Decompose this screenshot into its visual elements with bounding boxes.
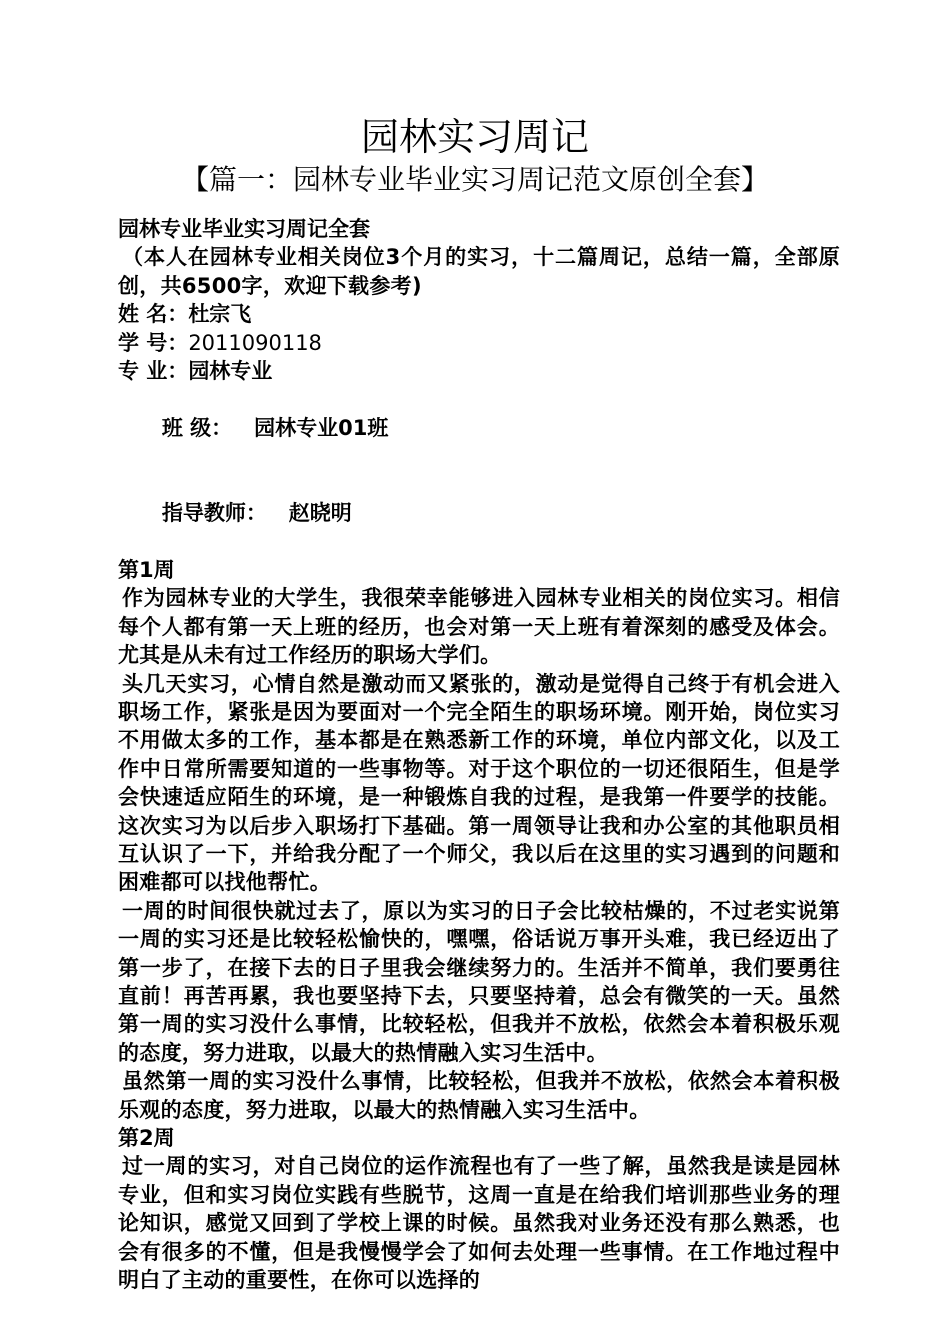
info-label: 班 级： xyxy=(161,415,233,440)
info-value: 杜宗飞 xyxy=(188,302,252,327)
info-advisor xyxy=(118,471,840,556)
week-1-paragraph: 一周的时间很快就过去了，原以为实习的日子会比较枯燥的，不过老实说第一周的实习还是比较轻松愉快的，嘿嘿，俗话说万事开头难，我已经迈出了第一步了，在接下去的日子里我会继续努力的。生活并不简单，我们要勇往直前！再苦再累，我也要坚持下去，只要坚持着，总会有微笑的一天。虽然第一周的实习没什么事情，比较轻松，但我并不放松，依然会本着积极乐观的态度，努力进取，以最大的热情融入实习生活中。 xyxy=(118,898,840,1065)
info-class xyxy=(118,385,840,470)
section-heading: 园林专业毕业实习周记全套 xyxy=(118,217,370,241)
info-name xyxy=(118,300,840,328)
info-label: 学 号： xyxy=(118,330,189,355)
info-major xyxy=(118,357,840,385)
info-value: 赵晓明 xyxy=(266,501,352,526)
intro-note: （本人在园林专业相关岗位3个月的实习，十二篇周记，总结一篇，全部原创，共6500字，欢迎下载参考) xyxy=(118,245,840,298)
week-2-heading: 第2周 xyxy=(118,1126,175,1150)
document-body xyxy=(118,215,840,1294)
document-subtitle: 【篇一：园林专业毕业实习周记范文原创全套】 xyxy=(180,163,769,196)
info-label: 姓 名： xyxy=(118,302,189,327)
info-value: 园林专业01班 xyxy=(232,415,389,440)
info-value: 2011090118 xyxy=(188,330,322,355)
week-1-heading: 第1周 xyxy=(118,557,175,582)
info-value: 园林专业 xyxy=(188,359,273,384)
info-label: 指导教师： xyxy=(161,501,267,526)
week-1-paragraph: 作为园林专业的大学生，我很荣幸能够进入园林专业相关的岗位实习。相信每个人都有第一天上班的经历，也会对第一天上班有着深刻的感受及体会。尤其是从未有过工作经历的职场大学们。 xyxy=(118,586,840,668)
document-title: 园林实习周记 xyxy=(360,115,589,159)
week-1-paragraph: 虽然第一周的实习没什么事情，比较轻松，但我并不放松，依然会本着积极乐观的态度，努力进取，以最大的热情融入实习生活中。 xyxy=(118,1069,840,1122)
week-1-paragraph: 头几天实习，心情自然是激动而又紧张的，激动是觉得自己终于有机会进入职场工作，紧张是因为要面对一个完全陌生的职场环境。刚开始，岗位实习不用做太多的工作，基本都是在熟悉新工作的环境，单位内部文化，以及工作中日常所需要知道的一些事物等。对于这个职位的一切还很陌生，但是学会快速适应陌生的环境，是一种锻炼自我的过程，是我第一件要学的技能。这次实习为以后步入职场打下基础。第一周领导让我和办公室的其他职员相互认识了一下，并给我分配了一个师父，我以后在这里的实习遇到的问题和困难都可以找他帮忙。 xyxy=(118,671,840,895)
week-2-paragraph: 过一周的实习，对自己岗位的运作流程也有了一些了解，虽然我是读是园林专业，但和实习岗位实践有些脱节，这周一直是在给我们培训那些业务的理论知识，感觉又回到了学校上课的时候。虽然我对业务还没有那么熟悉，也会有很多的不懂，但是我慢慢学会了如何去处理一些事情。在工作地过程中明白了主动的重要性，在你可以选择的 xyxy=(118,1154,840,1293)
info-student-id xyxy=(118,329,840,357)
info-label: 专 业： xyxy=(118,359,189,384)
